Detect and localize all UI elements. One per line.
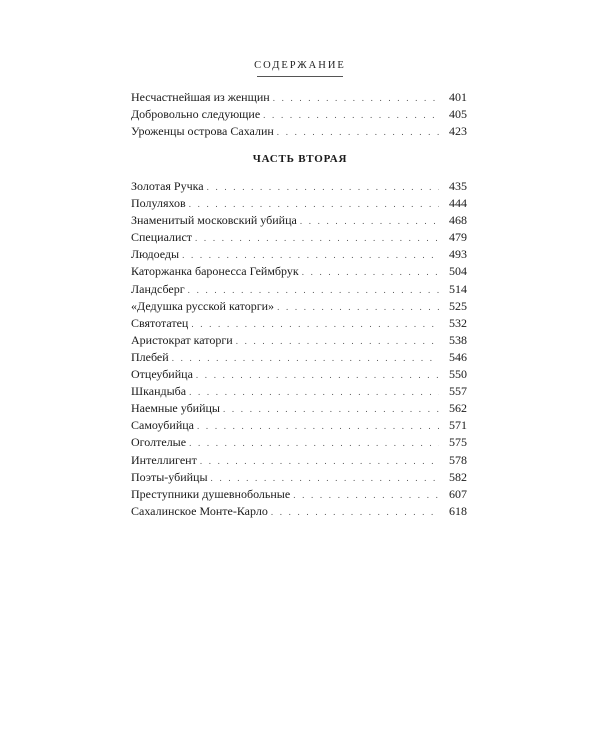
toc-entry-page: 504 bbox=[449, 264, 467, 279]
toc-entry-page: 444 bbox=[449, 196, 467, 211]
toc-entry-page: 607 bbox=[449, 486, 467, 501]
toc-entry-title: Полуляхов bbox=[131, 196, 186, 211]
toc-entry-title: Ландсберг bbox=[131, 281, 185, 296]
toc-entry-title: Людоеды bbox=[131, 247, 180, 262]
toc-leader-dots bbox=[223, 401, 439, 418]
toc-part-two bbox=[131, 178, 467, 520]
toc-entry-page: 538 bbox=[449, 332, 467, 347]
toc-entry-page: 423 bbox=[449, 124, 467, 139]
running-header bbox=[0, 60, 600, 77]
toc-entry-page: 618 bbox=[449, 503, 467, 518]
toc-leader-dots bbox=[211, 470, 439, 487]
toc-entry-title: Добровольно следующие bbox=[131, 107, 261, 122]
toc-entry bbox=[131, 503, 467, 520]
toc-leader-dots bbox=[189, 196, 439, 213]
toc-entry-page: 514 bbox=[449, 281, 467, 296]
toc-entry bbox=[131, 434, 467, 451]
toc-entry-title: Знаменитый московский убийца bbox=[131, 213, 297, 228]
toc-leader-dots bbox=[293, 487, 439, 504]
toc-leader-dots bbox=[302, 264, 439, 281]
toc-entry bbox=[131, 195, 467, 212]
toc-part-one-tail bbox=[131, 89, 467, 140]
toc-entry bbox=[131, 89, 467, 106]
toc-leader-dots bbox=[197, 418, 439, 435]
toc-entry bbox=[131, 349, 467, 366]
toc-entry bbox=[131, 123, 467, 140]
toc-entry-title: Оголтелые bbox=[131, 435, 187, 450]
header-rule bbox=[257, 76, 343, 77]
toc-entry bbox=[131, 400, 467, 417]
toc-entry bbox=[131, 469, 467, 486]
toc-entry bbox=[131, 452, 467, 469]
toc-entry bbox=[131, 332, 467, 349]
toc-entry-page: 546 bbox=[449, 349, 467, 364]
toc-leader-dots bbox=[189, 384, 439, 401]
toc-leader-dots bbox=[300, 213, 439, 230]
toc-leader-dots bbox=[271, 504, 439, 521]
toc-entry-page: 401 bbox=[449, 90, 467, 104]
toc-entry-page: 493 bbox=[449, 247, 467, 262]
toc-entry-title: Отцеубийца bbox=[131, 367, 193, 382]
toc-entry-page: 557 bbox=[449, 384, 467, 399]
part-two-heading: ЧАСТЬ ВТОРАЯ bbox=[252, 153, 348, 165]
toc-leader-dots bbox=[188, 282, 439, 299]
toc-entry-page: 468 bbox=[449, 213, 467, 228]
toc-leader-dots bbox=[273, 90, 439, 107]
toc-entry-title: Золотая Ручка bbox=[131, 179, 204, 193]
toc-entry-title: Специалист bbox=[131, 230, 193, 245]
toc-entry-page: 582 bbox=[449, 469, 467, 484]
toc-entry bbox=[131, 315, 467, 332]
toc-entry-title: «Дедушка русской каторги» bbox=[131, 298, 275, 313]
toc-leader-dots bbox=[196, 367, 439, 384]
toc-entry-page: 562 bbox=[449, 401, 467, 416]
toc-entry-title: Святотатец bbox=[131, 315, 189, 330]
toc-entry-title: Каторжанка баронесса Геймбрук bbox=[131, 264, 299, 279]
running-header-title: СОДЕРЖАНИЕ bbox=[254, 60, 346, 71]
toc-entry bbox=[131, 486, 467, 503]
toc-entry-title: Интеллигент bbox=[131, 452, 197, 467]
toc-entry-page: 571 bbox=[449, 418, 467, 433]
toc-entry-page: 550 bbox=[449, 367, 467, 382]
toc-entry bbox=[131, 178, 467, 195]
toc-leader-dots bbox=[172, 350, 439, 367]
toc-leader-dots bbox=[263, 107, 439, 124]
toc-entry-page: 578 bbox=[449, 452, 467, 467]
toc-entry-title: Аристократ каторги bbox=[131, 332, 233, 347]
toc-entry-page: 525 bbox=[449, 298, 467, 313]
toc-leader-dots bbox=[191, 316, 439, 333]
toc-entry-title: Преступники душевнобольные bbox=[131, 486, 291, 501]
toc-entry bbox=[131, 417, 467, 434]
toc-entry bbox=[131, 383, 467, 400]
toc-leader-dots bbox=[182, 247, 439, 264]
toc-entry-page: 435 bbox=[449, 179, 467, 193]
toc-leader-dots bbox=[200, 453, 439, 470]
toc-entry bbox=[131, 246, 467, 263]
toc-entry-title: Наемные убийцы bbox=[131, 401, 220, 416]
toc-entry-title: Плебей bbox=[131, 349, 169, 364]
toc-entry-page: 479 bbox=[449, 230, 467, 245]
toc-entry bbox=[131, 212, 467, 229]
toc-entry-title: Поэты-убийцы bbox=[131, 469, 208, 484]
toc-entry bbox=[131, 366, 467, 383]
toc-entry bbox=[131, 229, 467, 246]
toc-entry-title: Самоубийца bbox=[131, 418, 195, 433]
toc-leader-dots bbox=[207, 179, 439, 196]
toc-entry-page: 575 bbox=[449, 435, 467, 450]
toc-entry-title: Сахалинское Монте-Карло bbox=[131, 503, 268, 518]
toc-entry-title: Несчастнейшая из женщин bbox=[131, 90, 270, 104]
toc-entry bbox=[131, 298, 467, 315]
toc-leader-dots bbox=[277, 299, 439, 316]
toc-entry-page: 532 bbox=[449, 315, 467, 330]
toc-entry bbox=[131, 106, 467, 123]
toc-entry bbox=[131, 281, 467, 298]
toc-entry-title: Уроженцы острова Сахалин bbox=[131, 124, 274, 139]
toc-entry-page: 405 bbox=[449, 107, 467, 122]
toc-entry-title: Шкандыба bbox=[131, 384, 187, 399]
toc-entry bbox=[131, 263, 467, 280]
toc-leader-dots bbox=[236, 333, 439, 350]
toc-leader-dots bbox=[189, 435, 439, 452]
toc-leader-dots bbox=[277, 124, 439, 141]
toc-leader-dots bbox=[195, 230, 439, 247]
